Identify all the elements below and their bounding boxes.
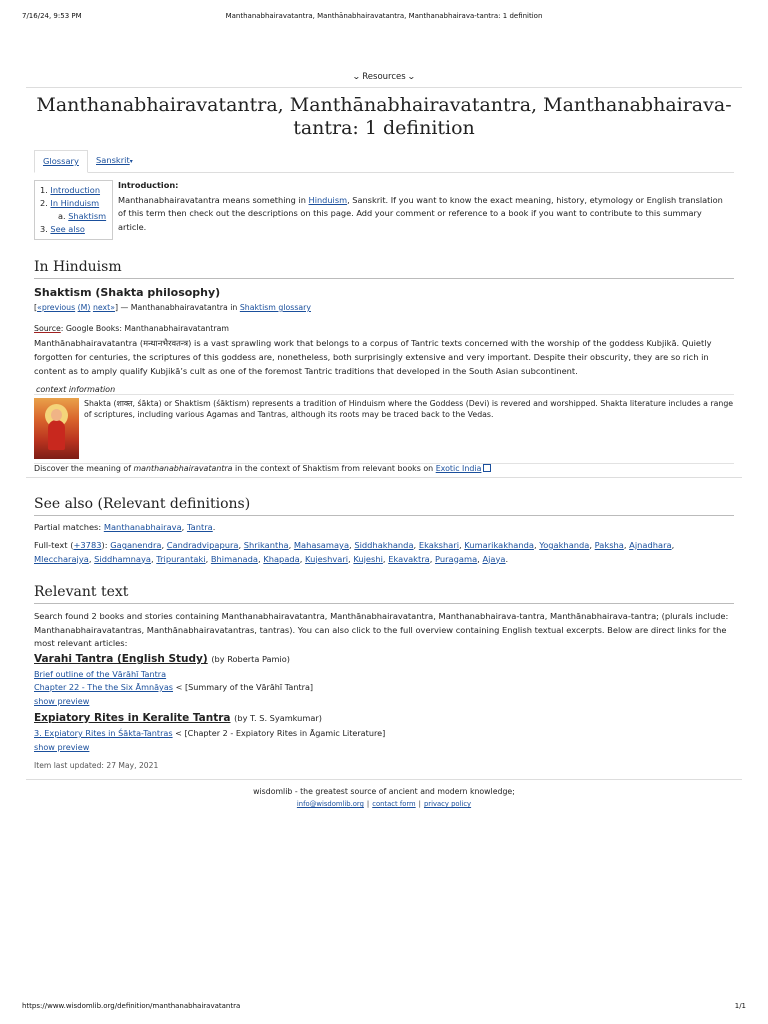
book-expiatory bbox=[34, 712, 322, 724]
preview-line bbox=[34, 742, 89, 752]
context-label: context information bbox=[36, 385, 116, 394]
full-text-matches bbox=[34, 539, 732, 566]
figure-shape bbox=[48, 420, 65, 450]
book-title-link[interactable]: Expiatory Rites in Keralite Tantra bbox=[34, 712, 231, 724]
relevant-intro: Search found 2 books and stories containing Manthanabhairavatantra, Manthānabhairavatantra, Manthanabhairava-tantra, Manthānabhairava-tantra; (plurals include: Manthanabhairavatantras, Manthānabhairavatantras, tantras). You can also click to the full overview containing English textual excerpts. Below are direct links for the most relevant articles: bbox=[34, 611, 729, 648]
chapter-context: < [Chapter 2 - Expiatory Rites in Āgamic Literature] bbox=[172, 728, 386, 738]
section-heading-hinduism: In Hinduism bbox=[34, 259, 734, 279]
toc-item bbox=[40, 224, 85, 234]
divider bbox=[26, 779, 742, 780]
divider bbox=[26, 477, 742, 478]
context-text: Shakta (शाक्त, śākta) or Shaktism (śāktism) represents a tradition of Hinduism where the Goddess (Devi) is revered and worshipped. Shakta literature includes a range of scriptures, including various Agamas and Tantras, although its roots may be traced back to the Vedas. bbox=[84, 399, 734, 419]
intro-text: Manthanabhairavatantra means something in bbox=[118, 194, 309, 205]
discover-term: manthanabhairavatantra bbox=[133, 464, 233, 473]
term-link[interactable]: Gaganendra bbox=[110, 540, 162, 550]
toc-item bbox=[40, 185, 100, 195]
comma-separator: , bbox=[429, 553, 436, 564]
fulltext-list bbox=[34, 540, 674, 564]
term-link[interactable]: Bhimanada bbox=[210, 553, 258, 564]
footer-tagline: wisdomlib - the greatest source of ancient and modern knowledge; bbox=[253, 787, 515, 796]
divider bbox=[26, 87, 742, 88]
email-link[interactable]: info@wisdomlib.org bbox=[296, 800, 364, 808]
print-datetime: 7/16/24, 9:53 PM bbox=[22, 12, 82, 20]
term-link[interactable]: Candradvipapura bbox=[166, 540, 239, 550]
print-page-number: 1/1 bbox=[734, 1002, 746, 1010]
comma-separator: , bbox=[349, 540, 355, 550]
term-link[interactable]: Kujeshi bbox=[353, 553, 383, 564]
book-chapter-line bbox=[34, 669, 166, 679]
chevron-down-icon: ⌄ bbox=[351, 72, 361, 81]
comma-separator: , bbox=[257, 553, 264, 564]
preview-line bbox=[34, 696, 89, 706]
intro-text: , Sanskrit. If you want to know the exact meaning, history, etymology or English translation of this term then check out the descriptions on this page. Add your comment or reference to a book if you want to contribute to this summary article. bbox=[118, 194, 723, 232]
show-preview-link[interactable]: show preview bbox=[34, 696, 90, 706]
comma-separator: , bbox=[459, 540, 465, 550]
contact-form-link[interactable]: contact form bbox=[372, 800, 416, 808]
book-varahi bbox=[34, 653, 290, 665]
comma-separator: , bbox=[671, 540, 675, 550]
discover-text: Discover the meaning of bbox=[34, 464, 134, 473]
term-link[interactable]: Shrikantha bbox=[243, 540, 289, 550]
resources-label: Resources bbox=[362, 72, 406, 82]
comma-separator: , bbox=[623, 540, 630, 550]
toc-item bbox=[58, 211, 106, 221]
previous-link[interactable]: «previous bbox=[37, 303, 76, 312]
chapter-link[interactable]: 3. Expiatory Rites in Śākta-Tantras bbox=[34, 728, 173, 738]
comma-separator: , bbox=[589, 540, 595, 550]
term-link[interactable]: Mleccharajya bbox=[34, 553, 89, 564]
shaktism-glossary-link[interactable]: Shaktism glossary bbox=[239, 303, 311, 312]
pipe-separator: | bbox=[366, 800, 370, 808]
toc-number: 2. bbox=[40, 198, 48, 208]
section-heading-see-also: See also (Relevant definitions) bbox=[34, 496, 734, 516]
next-link[interactable]: next» bbox=[92, 303, 115, 312]
comma-separator: , bbox=[161, 540, 167, 550]
tab-sanskrit-label[interactable]: Sanskrit bbox=[96, 155, 130, 165]
toc-item bbox=[40, 198, 99, 208]
toc-link-shaktism[interactable]: Shaktism bbox=[68, 211, 107, 221]
chapter-link[interactable]: Chapter 22 - The the Six Āmnāyas bbox=[34, 682, 174, 692]
book-author: (by T. S. Syamkumar) bbox=[234, 713, 322, 723]
nav-text: ] — Manthanabhairavatantra in bbox=[114, 303, 240, 312]
partial-list bbox=[104, 522, 213, 532]
hinduism-link[interactable]: Hinduism bbox=[308, 194, 348, 205]
term-link[interactable]: Tantra bbox=[186, 522, 213, 532]
term-link[interactable]: Ekavaktra bbox=[388, 553, 430, 564]
context-box bbox=[34, 394, 734, 464]
term-link[interactable]: Kujeshvari bbox=[305, 553, 349, 564]
chapter-link[interactable]: Brief outline of the Vārāhī Tantra bbox=[34, 669, 167, 679]
term-link[interactable]: Ajnadhara bbox=[629, 540, 672, 550]
toc-number: 1. bbox=[40, 185, 48, 195]
term-link[interactable]: Kumarikakhanda bbox=[464, 540, 534, 550]
comma-separator: , bbox=[382, 553, 389, 564]
term-link[interactable]: Tripurantaki bbox=[156, 553, 206, 564]
book-author: (by Roberta Pamio) bbox=[211, 654, 290, 664]
period: . bbox=[505, 553, 509, 564]
tab-glossary[interactable] bbox=[34, 150, 88, 173]
source-line bbox=[34, 322, 732, 336]
chevron-down-icon: ⌄ bbox=[407, 72, 417, 81]
m-link[interactable]: (M) bbox=[77, 303, 91, 312]
book-chapter-line bbox=[34, 728, 385, 738]
tab-glossary-label[interactable]: Glossary bbox=[43, 156, 79, 166]
period: . bbox=[212, 522, 216, 532]
source-text: : Google Books: Manthanabhairavatantram bbox=[60, 324, 229, 333]
table-of-contents bbox=[34, 180, 113, 240]
book-chapter-line bbox=[34, 682, 313, 692]
term-link[interactable]: Mahasamaya bbox=[293, 540, 350, 550]
section-heading-relevant-text: Relevant text bbox=[34, 584, 734, 604]
comma-separator: , bbox=[533, 540, 540, 550]
subheading-shaktism: Shaktism (Shakta philosophy) bbox=[34, 286, 221, 299]
term-link[interactable]: Ekakshari bbox=[418, 540, 459, 550]
caret-down-icon: ▾ bbox=[129, 158, 133, 165]
term-link[interactable]: Manthanabhairava bbox=[103, 522, 182, 532]
last-updated: Item last updated: 27 May, 2021 bbox=[34, 761, 159, 770]
source-label[interactable]: Source bbox=[34, 324, 61, 333]
comma-separator: , bbox=[205, 553, 211, 564]
comma-separator: , bbox=[299, 553, 306, 564]
toc-number: a. bbox=[58, 211, 66, 221]
site-footer bbox=[0, 787, 768, 808]
tab-bar bbox=[34, 150, 734, 173]
partial-label: Partial matches: bbox=[34, 522, 104, 532]
term-link[interactable]: Siddhamnaya bbox=[94, 553, 151, 564]
partial-matches bbox=[34, 521, 732, 535]
intro-heading: Introduction: bbox=[118, 180, 179, 190]
pipe-separator: | bbox=[418, 800, 421, 808]
term-link[interactable]: Yogakhanda bbox=[539, 540, 590, 550]
external-link-icon bbox=[483, 464, 491, 472]
term-link[interactable]: Puragama bbox=[435, 553, 478, 564]
definition-body: Manthānabhairavatantra (मन्थानभैरवतन्त्र) is a vast sprawling work that belongs to a corpus of Tantric texts concerned with the worship of the goddess Kubjikā. Quietly forgotten for centuries, the scriptures of this goddess are, nonetheless, both surprisingly extensive and very important. Despite their obscurity, they are so rich in content as to amply qualify Kubjikā’s cult as one of the foremost Tantric traditions that developed in the South Asian subcontinent. bbox=[34, 338, 712, 376]
tab-sanskrit[interactable] bbox=[88, 150, 141, 171]
goddess-image[interactable] bbox=[34, 398, 79, 459]
introduction bbox=[118, 179, 730, 234]
footer-links bbox=[0, 800, 768, 808]
show-preview-link[interactable]: show preview bbox=[34, 742, 90, 752]
comma-separator: , bbox=[477, 553, 483, 564]
discover-line bbox=[34, 463, 491, 473]
comma-separator: , bbox=[151, 553, 157, 564]
toc-link-see-also[interactable]: See also bbox=[50, 224, 85, 234]
comma-separator: , bbox=[238, 540, 244, 550]
toc-number: 3. bbox=[40, 224, 48, 234]
discover-text: in the context of Shaktism from relevant books on bbox=[232, 464, 436, 473]
exotic-india-link[interactable]: Exotic India bbox=[435, 464, 482, 473]
print-url: https://www.wisdomlib.org/definition/manthanabhairavatantra bbox=[22, 1002, 241, 1010]
privacy-policy-link[interactable]: privacy policy bbox=[423, 800, 472, 808]
chapter-context: < [Summary of the Vārāhī Tantra] bbox=[173, 682, 314, 692]
face-shape bbox=[51, 409, 62, 421]
book-title-link[interactable]: Varahi Tantra (English Study) bbox=[34, 653, 208, 665]
nav-bracket: [ bbox=[34, 303, 38, 312]
comma-separator: , bbox=[88, 553, 95, 564]
entry-nav bbox=[34, 301, 732, 315]
term-link[interactable]: Khapada bbox=[263, 553, 300, 564]
resources-menu[interactable] bbox=[0, 72, 768, 82]
toc-link-introduction[interactable]: Introduction bbox=[50, 185, 101, 195]
term-link[interactable]: Paksha bbox=[594, 540, 624, 550]
comma-separator: , bbox=[413, 540, 419, 550]
comma-separator: , bbox=[348, 553, 354, 564]
page-title: Manthanabhairavatantra, Manthānabhairavatantra, Manthanabhairava-tantra: 1 definition bbox=[36, 94, 732, 139]
term-link[interactable]: Siddhakhanda bbox=[354, 540, 414, 550]
print-header bbox=[22, 12, 746, 24]
fulltext-label: Full-text ( bbox=[34, 540, 74, 550]
toc-link-hinduism[interactable]: In Hinduism bbox=[50, 198, 100, 208]
comma-separator: , bbox=[288, 540, 294, 550]
fulltext-label: ): bbox=[101, 540, 111, 550]
fulltext-count-link[interactable]: +3783 bbox=[73, 540, 102, 550]
comma-separator: , bbox=[181, 522, 187, 532]
print-title: Manthanabhairavatantra, Manthānabhairavatantra, Manthanabhairava-tantra: 1 definition bbox=[225, 12, 543, 20]
term-link[interactable]: Ajaya bbox=[482, 553, 506, 564]
